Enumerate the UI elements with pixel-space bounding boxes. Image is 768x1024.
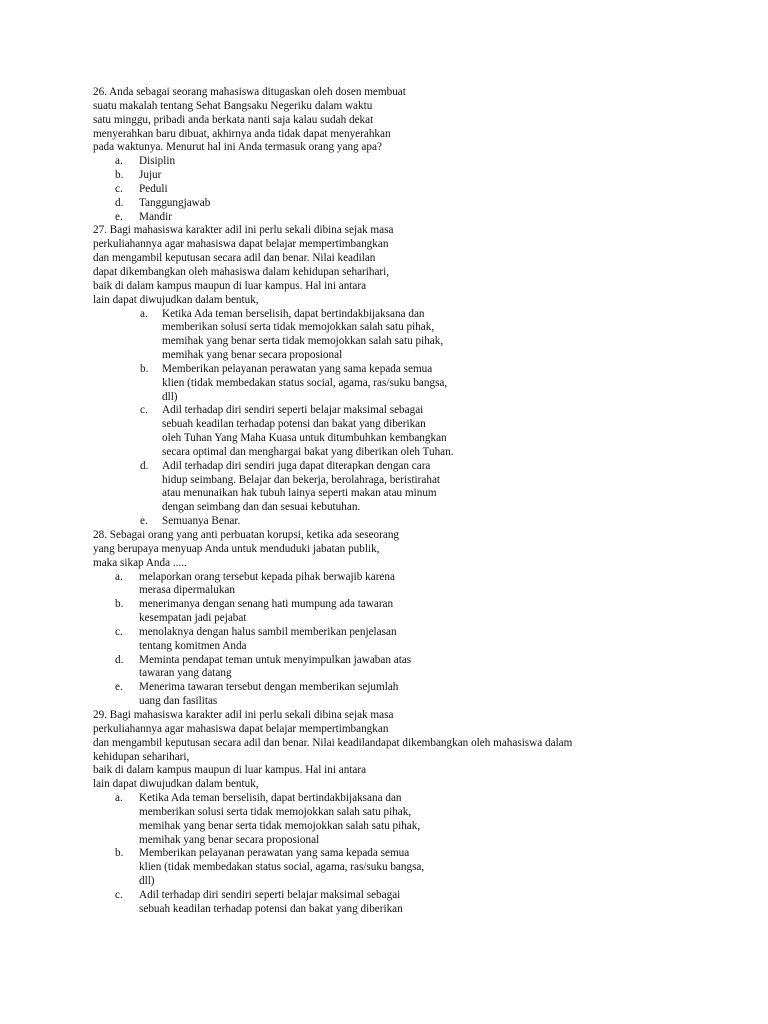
question-29-line: lain dapat diwujudkan dalam bentuk, (93, 778, 259, 791)
question-26-line: menyerahkan baru dibuat, akhirnya anda tidak dapat menyerahkan (93, 127, 391, 140)
option-text: uang dan fasilitas (139, 695, 218, 708)
question-27-option-a (93, 308, 753, 363)
question-28-option-e (93, 681, 753, 709)
option-label: e. (140, 515, 148, 528)
option-text: secara optimal dan menghargai bakat yang diberikan oleh Tuhan. (162, 445, 454, 458)
question-28-option-c (93, 626, 753, 654)
option-text: Disiplin (139, 155, 176, 168)
option-text: klien (tidak membedakan status social, agama, ras/suku bangsa, (139, 861, 425, 874)
option-text: kesempatan jadi pejabat (139, 612, 247, 625)
question-27-line: perkuliahannya agar mahasiswa dapat belajar mempertimbangkan (93, 238, 389, 251)
question-26 (93, 86, 753, 224)
option-label: c. (115, 625, 123, 638)
question-27-line: 27. Bagi mahasiswa karakter adil ini perlu sekali dibina sejak masa (93, 224, 394, 237)
option-text: memberikan solusi serta tidak memojokkan salah satu pihak, (162, 321, 435, 334)
option-text: Semuanya Benar. (162, 515, 241, 528)
question-26-option-b (93, 169, 753, 183)
question-27-line: baik di dalam kampus maupun di luar kampus. Hal ini antara (93, 279, 367, 292)
option-label: b. (115, 847, 124, 860)
question-27-option-b (93, 363, 753, 405)
option-text: memihak yang benar secara proposional (139, 833, 320, 846)
option-text: Ketika Ada teman berselisih, dapat bertindakbijaksana dan (139, 792, 402, 805)
option-text: Memberikan pelayanan perawatan yang sama kepada semua (162, 362, 433, 375)
option-label: d. (140, 459, 149, 472)
question-26-line: suatu makalah tentang Sehat Bangsaku Negeriku dalam waktu (93, 99, 373, 112)
question-28-option-b (93, 598, 753, 626)
option-text: Peduli (139, 182, 168, 195)
question-29-line: kehidupan seharihari, (93, 750, 190, 763)
question-28-line: maka sikap Anda ..... (93, 556, 187, 569)
option-label: a. (115, 155, 123, 168)
option-text: tentang komitmen Anda (139, 639, 247, 652)
option-text: Jujur (139, 169, 162, 182)
option-text: klien (tidak membedakan status social, agama, ras/suku bangsa, (162, 376, 448, 389)
option-text: sebuah keadilan terhadap potensi dan bakat yang diberikan (139, 902, 403, 915)
option-text: Menerima tawaran tersebut dengan memberikan sejumlah (139, 681, 399, 694)
question-26-option-e (93, 211, 753, 225)
option-text: Adil terhadap diri sendiri seperti belajar maksimal sebagai (162, 404, 424, 417)
question-27-option-d (93, 460, 753, 515)
option-label: a. (115, 792, 123, 805)
question-29-option-a (93, 792, 753, 847)
option-text: oleh Tuhan Yang Maha Kuasa untuk ditumbuhkan kembangkan (162, 432, 447, 445)
option-text: memberikan solusi serta tidak memojokkan salah satu pihak, (139, 805, 412, 818)
option-label: a. (140, 307, 148, 320)
option-text: Adil terhadap diri sendiri juga dapat diterapkan dengan cara (162, 459, 431, 472)
question-28-option-a (93, 571, 753, 599)
question-27 (93, 224, 753, 529)
option-text: dengan seimbang dan dan sesuai kebutuhan. (162, 501, 361, 514)
question-27-line: dapat dikembangkan oleh mahasiswa dalam kehidupan seharihari, (93, 265, 390, 278)
option-label: c. (115, 888, 123, 901)
option-text: memihak yang benar serta tidak memojokkan salah satu pihak, (139, 819, 421, 832)
option-text: melaporkan orang tersebut kepada pihak berwajib karena (139, 570, 395, 583)
question-26-option-c (93, 183, 753, 197)
question-29-line: perkuliahannya agar mahasiswa dapat belajar mempertimbangkan (93, 722, 389, 735)
option-text: memihak yang benar serta tidak memojokkan salah satu pihak, (162, 335, 444, 348)
option-text: Tanggungjawab (139, 196, 211, 209)
option-text: sebuah keadilan terhadap potensi dan bakat yang diberikan (162, 418, 426, 431)
option-label: e. (115, 681, 123, 694)
option-text: Memberikan pelayanan perawatan yang sama kepada semua (139, 847, 410, 860)
option-text: Mandir (139, 210, 172, 223)
option-label: c. (140, 404, 148, 417)
question-27-option-e (93, 515, 753, 529)
question-29 (93, 709, 753, 917)
option-text: Adil terhadap diri sendiri seperti belajar maksimal sebagai (139, 888, 401, 901)
option-label: e. (115, 210, 123, 223)
option-text: merasa dipermalukan (139, 584, 235, 597)
question-26-option-d (93, 197, 753, 211)
question-26-line: 26. Anda sebagai seorang mahasiswa ditugaskan oleh dosen membuat (93, 86, 406, 98)
option-text: atau menunaikan hak tubuh lainya seperti makan atau minum (162, 487, 437, 500)
option-text: menolaknya dengan halus sambil memberikan penjelasan (139, 625, 397, 638)
question-29-option-c (93, 889, 753, 917)
question-28 (93, 529, 753, 709)
question-list (93, 86, 753, 917)
option-text: Meminta pendapat teman untuk menyimpulkan jawaban atas (139, 653, 412, 666)
option-text: memihak yang benar secara proposional (162, 349, 343, 362)
question-29-line: dan mengambil keputusan secara adil dan benar. Nilai keadilandapat dikembangkan oleh mahasiswa dalam (93, 736, 573, 749)
option-label: b. (115, 169, 124, 182)
question-26-line: pada waktunya. Menurut hal ini Anda termasuk orang yang apa? (93, 141, 382, 154)
option-label: b. (140, 362, 149, 375)
option-text: dll) (162, 390, 178, 403)
question-26-line: satu minggu, pribadi anda berkata nanti saja kalau sudah dekat (93, 113, 374, 126)
option-text: menerimanya dengan senang hati mumpung ada tawaran (139, 598, 394, 611)
question-27-line: lain dapat diwujudkan dalam bentuk, (93, 293, 259, 306)
question-29-option-b (93, 847, 753, 889)
option-text: tawaran yang datang (139, 667, 232, 680)
question-28-option-d (93, 654, 753, 682)
question-28-line: 28. Sebagai orang yang anti perbuatan korupsi, ketika ada seseorang (93, 529, 400, 541)
option-label: c. (115, 182, 123, 195)
question-29-line: baik di dalam kampus maupun di luar kampus. Hal ini antara (93, 764, 367, 777)
option-text: Ketika Ada teman berselisih, dapat bertindakbijaksana dan (162, 307, 425, 320)
question-26-option-a (93, 155, 753, 169)
question-29-line: 29. Bagi mahasiswa karakter adil ini perlu sekali dibina sejak masa (93, 708, 394, 721)
option-label: d. (115, 653, 124, 666)
question-27-option-c (93, 404, 753, 459)
option-label: a. (115, 570, 123, 583)
option-text: dll) (139, 875, 155, 888)
question-27-line: dan mengambil keputusan secara adil dan benar. Nilai keadilan (93, 252, 376, 265)
option-label: b. (115, 598, 124, 611)
option-label: d. (115, 196, 124, 209)
question-28-line: yang berupaya menyuap Anda untuk menduduki jabatan publik, (93, 542, 380, 555)
option-text: hidup seimbang. Belajar dan bekerja, berolahraga, beristirahat (162, 473, 441, 486)
